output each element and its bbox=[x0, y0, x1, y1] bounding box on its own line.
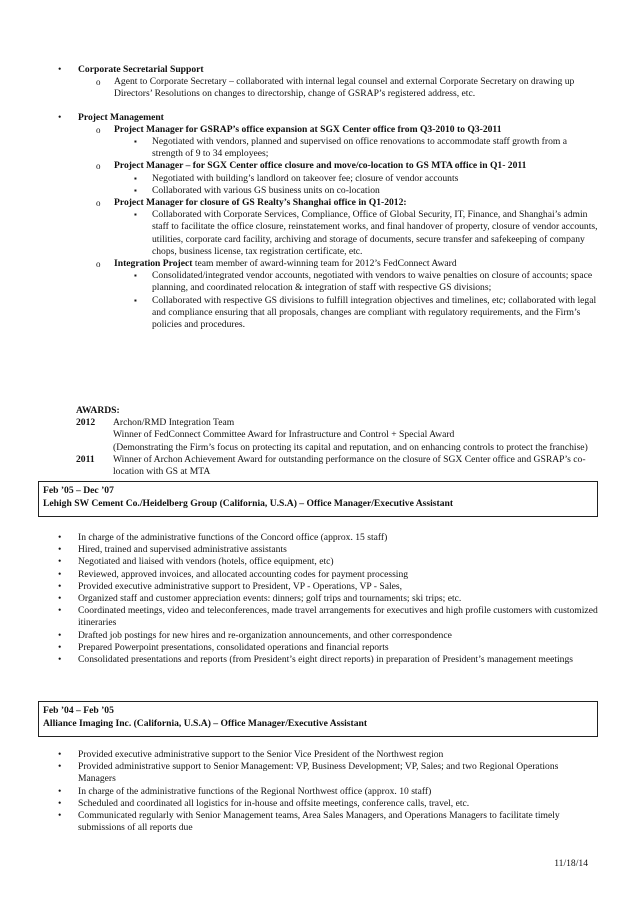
duty-item bbox=[58, 798, 598, 810]
awards-heading: AWARDS: bbox=[76, 405, 120, 416]
project-2 bbox=[96, 160, 598, 197]
duty-text: Prepared Powerpoint presentations, consolidated operations and financial reports bbox=[78, 641, 389, 653]
duty-text: Hired, trained and supervised administrative assistants bbox=[78, 544, 287, 556]
award-body bbox=[113, 454, 596, 478]
bullet-icon: • bbox=[58, 654, 62, 666]
circle-bullet-icon: o bbox=[96, 259, 101, 270]
project-3 bbox=[96, 197, 598, 258]
bullet-icon: • bbox=[58, 641, 62, 653]
duty-text: Provided administrative support to Senior Management: VP, Business Development; VP, Sales; and two Regional Operations Managers bbox=[78, 761, 559, 785]
square-bullet-icon: ▪ bbox=[134, 185, 137, 195]
duty-text: Scheduled and coordinated all logistics for in-house and offsite meetings, conference calls, travel, etc. bbox=[78, 797, 470, 809]
duty-item bbox=[58, 569, 598, 581]
bullet-icon: • bbox=[58, 629, 62, 641]
square-bullet-icon: ▪ bbox=[134, 173, 137, 183]
project-management-title: Project Management bbox=[78, 111, 164, 123]
job-dates: Feb ’04 – Feb ’05 bbox=[43, 705, 114, 716]
award-year: 2011 bbox=[76, 453, 95, 465]
square-bullet-icon: ▪ bbox=[134, 295, 137, 305]
duty-item bbox=[58, 581, 598, 593]
bullet-icon: • bbox=[58, 605, 62, 617]
project-4-title-rest: team member of award-winning team for 2012’s FedConnect Award bbox=[192, 258, 457, 270]
duty-text: In charge of the administrative functions of the Concord office (approx. 15 staff) bbox=[78, 532, 388, 543]
duty-item bbox=[58, 642, 598, 654]
project-4 bbox=[96, 258, 598, 331]
bullet-icon: • bbox=[58, 111, 62, 123]
job-header-alliance bbox=[38, 701, 598, 737]
duty-text: Provided executive administrative support to the Senior Vice President of the Northwest region bbox=[78, 749, 444, 760]
project-1-bullet bbox=[134, 136, 598, 160]
spacer bbox=[58, 101, 598, 112]
duty-item bbox=[58, 544, 598, 556]
bullet-icon: • bbox=[58, 761, 62, 773]
circle-bullet-icon: o bbox=[96, 124, 101, 135]
bullet-icon: • bbox=[58, 568, 62, 580]
project-2-bullet bbox=[134, 173, 598, 185]
award-body bbox=[113, 417, 596, 454]
award-line: (Demonstrating the Firm’s focus on protecting its capital and reputation, and on enhancing controls to protect the franchise) bbox=[113, 441, 588, 453]
duty-item bbox=[58, 786, 598, 798]
project-3-title: Project Manager for closure of GS Realty’s Shanghai office in Q1-2012: bbox=[114, 197, 407, 209]
bullet-icon: • bbox=[58, 797, 62, 809]
project-2-bullet bbox=[134, 185, 598, 197]
award-line: Archon/RMD Integration Team bbox=[113, 417, 235, 429]
award-entry bbox=[76, 454, 596, 478]
duty-item bbox=[58, 654, 598, 666]
job-dates: Feb ’05 – Dec ’07 bbox=[43, 485, 114, 496]
project-1 bbox=[96, 124, 598, 161]
job-company-title: Lehigh SW Cement Co./Heidelberg Group (California, U.S.A) – Office Manager/Executive Assistant bbox=[43, 498, 454, 509]
job-header-lehigh bbox=[38, 481, 598, 517]
duty-text: Reviewed, approved invoices, and allocated accounting codes for payment processing bbox=[78, 568, 409, 580]
duty-item bbox=[58, 593, 598, 605]
project-4-bullet bbox=[134, 270, 598, 294]
job-alliance-duties bbox=[58, 749, 598, 834]
bullet-icon: • bbox=[58, 749, 62, 760]
project-management-item bbox=[58, 112, 598, 332]
project-2-title: Project Manager – for SGX Center office closure and move/co-location to GS MTA office in Q1- 2011 bbox=[114, 160, 527, 172]
square-bullet-icon: ▪ bbox=[134, 210, 137, 220]
project-4-title: Integration Project bbox=[114, 258, 193, 270]
award-entry bbox=[76, 417, 596, 454]
duty-text: Negotiated and liaised with vendors (hotels, office equipment, etc) bbox=[78, 556, 334, 568]
bullet-icon: • bbox=[58, 64, 62, 75]
duty-text: Provided executive administrative support to President, VP - Operations, VP - Sales, bbox=[78, 580, 403, 592]
project-1-title: Project Manager for GSRAP’s office expansion at SGX Center office from Q3-2010 to Q3-2011 bbox=[114, 123, 502, 135]
duty-item bbox=[58, 532, 598, 544]
project-4-bullet-text: Collaborated with respective GS divisions to fulfill integration objectives and timelines, etc; collaborated with legal and compliance ensuring that all proposals, changes are compliant with regulatory requirements, and the Firm’s policies and procedures. bbox=[152, 294, 597, 331]
duty-text: Drafted job postings for new hires and re-organization announcements, and other correspondence bbox=[78, 629, 452, 641]
project-3-bullet bbox=[134, 209, 598, 258]
project-2-bullet-text: Negotiated with building’s landlord on takeover fee; closure of vendor accounts bbox=[152, 172, 459, 184]
bullet-icon: • bbox=[58, 810, 62, 822]
corporate-secretarial-detail bbox=[96, 76, 598, 100]
award-line: Winner of Archon Achievement Award for outstanding performance on the closure of SGX Center office and GSRAP’s co-location with GS at MTA bbox=[113, 453, 586, 478]
square-bullet-icon: ▪ bbox=[134, 137, 137, 147]
bullet-icon: • bbox=[58, 544, 62, 556]
duty-item bbox=[58, 556, 598, 568]
corporate-secretarial-text: Agent to Corporate Secretary – collaborated with internal legal counsel and external Corporate Secretary on drawing up Directors’ Resolutions on changes to directorship, change of GSRAP’s registered address, etc. bbox=[114, 76, 575, 100]
duty-text: Communicated regularly with Senior Management teams, Area Sales Managers, and Operations Managers to facilitate timely submissions of all reports due bbox=[78, 810, 560, 834]
duty-item bbox=[58, 810, 598, 834]
bullet-icon: • bbox=[58, 532, 62, 543]
square-bullet-icon: ▪ bbox=[134, 271, 137, 281]
bullet-icon: • bbox=[58, 785, 62, 797]
duty-item bbox=[58, 630, 598, 642]
award-year: 2012 bbox=[76, 417, 96, 429]
project-1-bullet-text: Negotiated with vendors, planned and supervised on office renovations to accommodate staff growth from a strength of 9 to 34 employees; bbox=[152, 136, 567, 160]
project-4-bullet bbox=[134, 295, 598, 332]
bullet-icon: • bbox=[58, 556, 62, 568]
duty-text: Consolidated presentations and reports (from President’s eight direct reports) in preparation of President’s management meetings bbox=[78, 654, 574, 666]
job-lehigh-duties bbox=[58, 532, 598, 666]
bullet-icon: • bbox=[58, 580, 62, 592]
project-4-bullet-text: Consolidated/integrated vendor accounts, negotiated with vendors to waive penalties on closure of accounts; space planning, and coordinated relocation & integration of staff with respective GS divisions; bbox=[152, 270, 593, 294]
project-2-bullet-text: Collaborated with various GS business units on co-location bbox=[152, 184, 380, 196]
corporate-secretarial-item bbox=[58, 64, 598, 101]
circle-bullet-icon: o bbox=[96, 161, 101, 172]
footer-date: 11/18/14 bbox=[554, 858, 588, 869]
duty-item bbox=[58, 761, 598, 785]
awards-section bbox=[76, 405, 596, 478]
duty-text: Organized staff and customer appreciation events: dinners; golf trips and tournaments; ski trips; etc. bbox=[78, 593, 462, 605]
bullet-icon: • bbox=[58, 593, 62, 605]
duty-text: Coordinated meetings, video and teleconferences, made travel arrangements for executives and high profile customers with customized itineraries bbox=[78, 605, 598, 629]
duty-text: In charge of the administrative functions of the Regional Northwest office (approx. 10 staff) bbox=[78, 785, 432, 797]
circle-bullet-icon: o bbox=[96, 198, 101, 209]
award-line: Winner of FedConnect Committee Award for Infrastructure and Control + Special Award bbox=[113, 429, 455, 441]
duty-item bbox=[58, 605, 598, 629]
project-3-bullet-text: Collaborated with Corporate Services, Compliance, Office of Global Security, IT, Finance, and Shanghai’s admin staff to facilitate the office closure, reinstatement works, and final handover of property, closure of vendor accounts, utilities, corporate card facility, archiving and storage of documents, secure transfer and safekeeping of company chops, business license, tax registration certificate, etc. bbox=[152, 209, 598, 257]
corporate-secretarial-title: Corporate Secretarial Support bbox=[78, 64, 204, 75]
duty-item bbox=[58, 749, 598, 761]
job-company-title: Alliance Imaging Inc. (California, U.S.A) – Office Manager/Executive Assistant bbox=[43, 718, 368, 729]
circle-bullet-icon: o bbox=[96, 77, 101, 88]
responsibilities-list bbox=[58, 64, 598, 331]
